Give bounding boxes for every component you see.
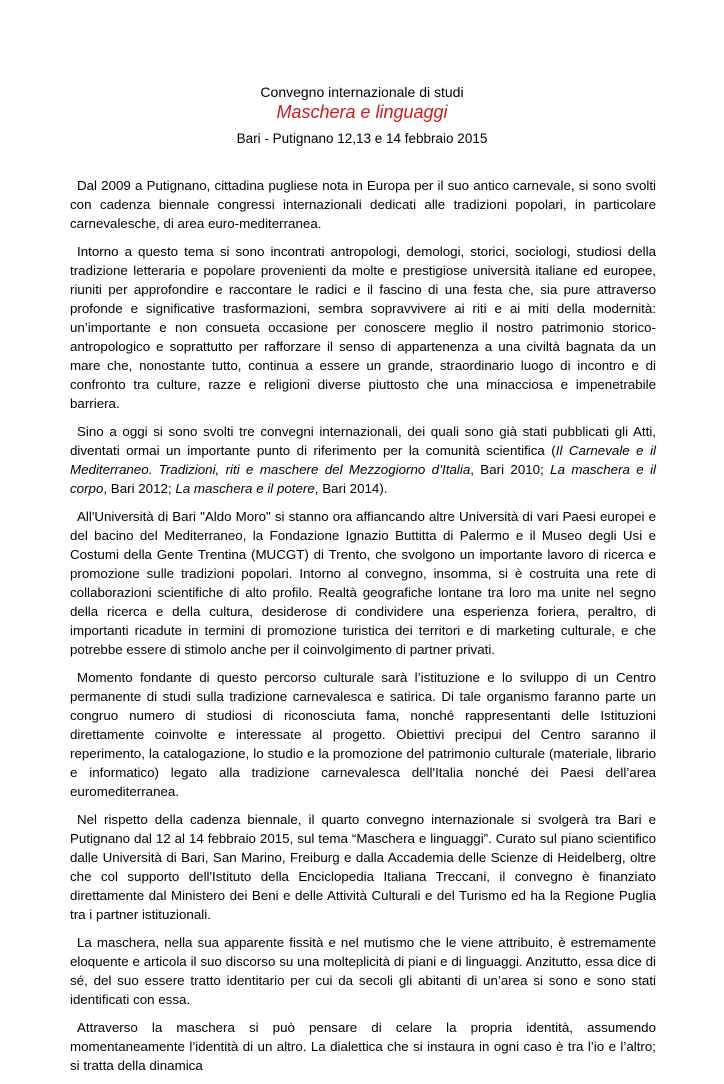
paragraph-3-text-4: , Bari 2014). [314, 481, 388, 496]
paragraph-3-text-3: , Bari 2012; [103, 481, 176, 496]
paragraph-6: Nel rispetto della cadenza biennale, il quarto convegno internazionale si svolgerà tra Bari e Putignano dal 12 al 14 febbraio 2015, sul tema “Maschera e linguaggi”. Curato sul piano scientifico dalle Università di Bari, San Marino, Freiburg e dalla Accademia delle Scienze di Heidelberg, oltre che col supporto dell'Istituto della Enciclopedia Italiana Treccani, il convegno è finanziato direttamente dal Ministero dei Beni e delle Attività Culturali e del Turismo ed ha la Regione Puglia tra i partner istituzionali. [70, 812, 656, 922]
document-header [0, 84, 724, 147]
book-title-3: La maschera e il potere [175, 481, 315, 496]
paragraph-5: Momento fondante di questo percorso culturale sarà l’istituzione e lo sviluppo di un Centro permanente di studi sulla tradizione carnevalesca e satirica. Di tale organismo faranno parte un congruo numero di studiosi di riconosciuta fama, nonché rappresentanti delle Istituzioni direttamente coinvolte e interessate al progetto. Obiettivi precipui del Centro saranno il reperimento, la catalogazione, lo studio e la promozione del patrimonio culturale (materiale, librario e informatico) legato alla tradizione carnevalesca dell'Italia nonché dei Paesi dell’area euromediterranea. [70, 670, 656, 799]
book-title-2: La maschera e il corpo [70, 462, 657, 496]
paragraph-2: Intorno a questo tema si sono incontrati antropologi, demologi, storici, sociologi, studiosi della tradizione letteraria e popolare provenienti da molte e prestigiose università italiane ed europee, riuniti per approfondire e raccontare le radici e il fascino di una festa che, sia pure attraverso profonde e significative trasformazioni, sembra sopravvivere ai riti e ai miti della modernità: un’importante e non consueta occasione per conoscere meglio il nostro patrimonio storico-antropologico e soprattutto per rafforzare il senso di appartenenza a una civiltà bagnata da un mare che, nonostante tutto, continua a essere un grande, straordinario luogo di incontro e di confronto tra culture, razze e religioni diverse piuttosto che una minacciosa e impenetrabile barriera. [70, 244, 656, 411]
conference-title: Maschera e linguaggi [276, 102, 448, 122]
paragraph-3-text-2: , Bari 2010; [470, 462, 551, 477]
paragraph-3-text-1: Sino a oggi si sono svolti tre convegni internazionali, dei quali sono già stati pubblicati gli Atti, diventati ormai un importante punto di riferimento per la comunità scientifica ( [70, 424, 656, 458]
paragraph-7: La maschera, nella sua apparente fissità e nel mutismo che le viene attribuito, è estremamente eloquente e articola il suo discorso su una molteplicità di piani e di linguaggi. Anzitutto, essa dice di sé, del suo essere tratto identitario per cui da secoli gli abitanti di un’area si sono e sono stati identificati con essa. [70, 935, 656, 1007]
conference-subtitle: Convegno internazionale di studi [260, 84, 464, 100]
event-date-location: Bari - Putignano 12,13 e 14 febbraio 2015 [236, 131, 488, 146]
document-body [70, 176, 656, 1084]
paragraph-1: Dal 2009 a Putignano, cittadina pugliese nota in Europa per il suo antico carnevale, si sono svolti con cadenza biennale congressi internazionali dedicati alle tradizioni popolari, in particolare carnevalesche, di area euro-mediterranea. [70, 178, 656, 231]
book-title-1: Il Carnevale e il Mediterraneo. Tradizioni, riti e maschere del Mezzogiorno d’Italia [70, 443, 656, 477]
paragraph-4: All'Università di Bari "Aldo Moro" si stanno ora affiancando altre Università di vari Paesi europei e del bacino del Mediterraneo, la Fondazione Ignazio Buttitta di Palermo e il Museo degli Usi e Costumi della Gente Trentina (MUCGT) di Trento, che svolgono un importante lavoro di ricerca e promozione sulle tradizioni popolari. Intorno al convegno, insomma, si è costruita una rete di collaborazioni scientifiche di alto profilo. Realtà geografiche lontane tra loro ma unite nel segno della ricerca e della cultura, desiderose di condividere una esperienza foriera, peraltro, di importanti ricadute in termini di promozione turistica dei territori e di marketing culturale, e che potrebbe essere di stimolo anche per il coinvolgimento di partner privati. [70, 509, 656, 657]
paragraph-3 [70, 422, 656, 498]
paragraph-8: Attraverso la maschera si può pensare di celare la propria identità, assumendo momentaneamente l’identità di un altro. La dialettica che si instaura in ogni caso è tra l’io e l’altro; si tratta della dinamica [70, 1020, 656, 1073]
